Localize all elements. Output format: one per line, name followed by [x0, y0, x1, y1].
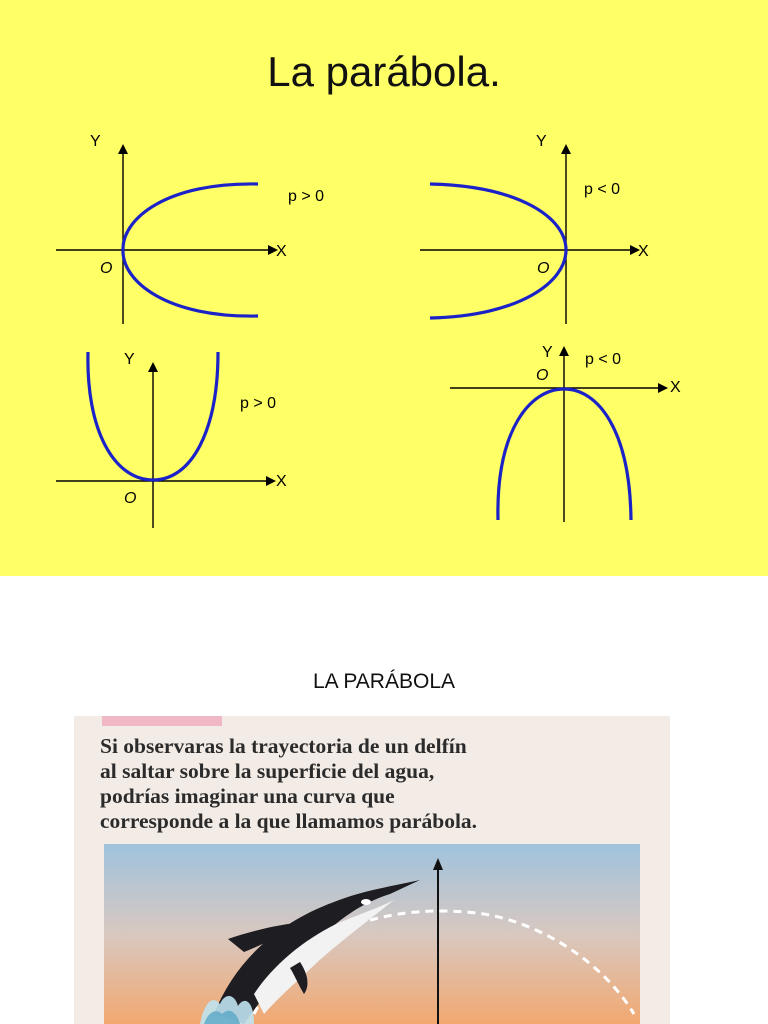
textbook-scan — [74, 716, 670, 1024]
y-axis-label: Y — [536, 133, 547, 150]
parameter-label: p < 0 — [585, 351, 622, 368]
origin-label: O — [124, 490, 137, 507]
x-axis-arrow-icon — [658, 383, 668, 393]
parabola-curve — [430, 184, 566, 318]
paragraph-line: al saltar sobre la superficie del agua, — [100, 759, 435, 783]
origin-label: O — [537, 260, 550, 277]
parameter-label: p > 0 — [288, 188, 325, 205]
x-axis-label: X — [670, 379, 681, 396]
parameter-label: p < 0 — [584, 181, 621, 198]
graph-opens-right — [50, 128, 350, 328]
y-axis-arrow-icon — [148, 362, 158, 372]
parameter-label: p > 0 — [240, 395, 277, 412]
y-axis-arrow-icon — [559, 346, 569, 356]
paragraph-line: corresponde a la que llamamos parábola. — [100, 809, 478, 833]
y-axis-arrow-icon — [561, 144, 571, 154]
x-axis-label: X — [276, 243, 287, 260]
origin-label: O — [100, 260, 113, 277]
x-axis-label: X — [638, 243, 649, 260]
dolphin-jump-illustration — [104, 844, 640, 1024]
graph-opens-up — [50, 340, 350, 540]
y-axis-arrow-icon — [118, 144, 128, 154]
y-axis-label: Y — [542, 344, 553, 361]
x-axis-arrow-icon — [266, 476, 276, 486]
dolphin-paragraph — [100, 734, 670, 834]
paragraph-line: Si observaras la trayectoria de un delfín — [100, 734, 467, 758]
pink-tab-decoration — [102, 716, 222, 726]
paragraph-line: podrías imaginar una curva que — [100, 784, 395, 808]
graph-opens-left — [410, 128, 710, 328]
slide-2-title: LA PARÁBOLA — [312, 670, 456, 693]
slide-title: La parábola. — [267, 48, 501, 95]
y-axis-label: Y — [90, 133, 101, 150]
graph-opens-down — [440, 340, 740, 540]
x-axis-label: X — [276, 473, 287, 490]
y-axis-label: Y — [124, 351, 135, 368]
origin-label: O — [536, 367, 549, 384]
